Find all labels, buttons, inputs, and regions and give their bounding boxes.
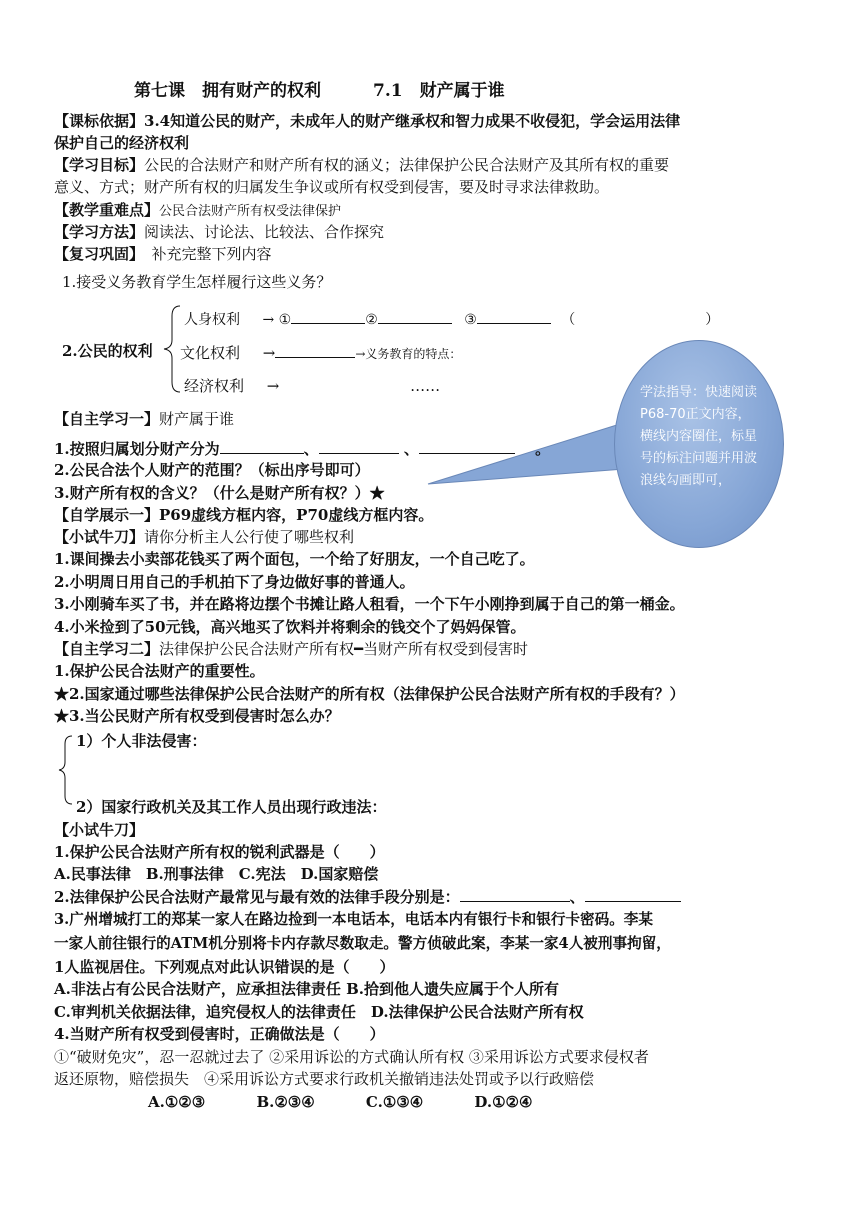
study2-q2: ★2.国家通过哪些法律保护公民合法财产的所有权（法律保护公民合法财产所有权的手段有？） (54, 685, 685, 703)
study-tip-text: 学法指导：快速阅读P68-70正文内容，横线内容圈住，标星号的标注问题并用波浪线勾画即可， (640, 385, 758, 488)
quiz-q4-line2: 返还原物，赔偿损失 ④采用诉讼方式要求行政机关撤销违法处罚或予以行政赔偿 (54, 1070, 595, 1088)
mubiao-line-2: 意义、方式；财产所有权的归属发生争议或所有权受到侵害，要及时寻求法律救助。 (54, 178, 610, 196)
blank-7[interactable] (419, 439, 515, 454)
option-d: D.①②④ (474, 1093, 533, 1111)
study1-heading: 【自主学习一】财产属于谁 (54, 410, 235, 428)
review-q1: 1.接受义务教育学生怎样履行这些义务？ (62, 273, 332, 291)
study2-q1: 1.保护公民合法财产的重要性。 (54, 662, 265, 680)
option-b: B.②③④ (256, 1093, 315, 1111)
fangfa-line: 【学习方法】阅读法、讨论法、比较法、合作探究 (54, 223, 385, 241)
quiz-q3-line1: 3.广州增城打工的郑某一家人在路边捡到一本电话本，电话本内有银行卡和银行卡密码。李某 (54, 911, 653, 928)
study2-heading: 【自主学习二】法律保护公民合法财产所有权━当财产所有权受到侵害时 (54, 640, 529, 658)
blank-2[interactable] (378, 309, 452, 324)
blank-8[interactable] (460, 887, 570, 902)
quiz-q3-options-2: C.审判机关依据法律，追究侵权人的法律责任 D.法律保护公民合法财产所有权 (54, 1003, 584, 1021)
quiz-q3-options-1: A.非法占有公民合法财产，应承担法律责任 B.拾到他人遗失应属于个人所有 (54, 980, 559, 998)
study2-sub2: 2）国家行政机关及其工作人员出现行政违法： (76, 798, 387, 816)
quiz-q1-options: A.民事法律 B.刑事法律 C.宪法 D.国家赔偿 (54, 865, 379, 883)
blank-4[interactable] (275, 343, 355, 358)
page-title (134, 76, 505, 101)
quiz-heading: 【小试牛刀】 (54, 821, 145, 839)
bubble-tail (424, 420, 644, 500)
study1-try: 【小试牛刀】请你分析主人公行使了哪些权利 (54, 528, 355, 546)
option-c: C.①③④ (365, 1093, 424, 1111)
study1-t4: 4.小米捡到了50元钱，高兴地买了饮料并将剩余的钱交个了妈妈保管。 (54, 618, 526, 636)
fuxi-line: 【复习巩固】 补充完整下列内容 (54, 245, 272, 263)
study1-t1: 1.课间操去小卖部花钱买了两个面包，一个给了好朋友，一个自己吃了。 (54, 550, 535, 568)
blank-6[interactable] (319, 439, 399, 454)
quiz-q4-options (148, 1092, 532, 1112)
study1-q1: 1.按照归属划分财产分为 、 、 。 (54, 440, 551, 458)
quiz-q4-line1: ①“破财免灾”，忍一忍就过去了 ②采用诉讼的方式确认所有权 ③采用诉讼方式要求侵权者 (54, 1048, 649, 1066)
rights-row-personal: 人身权利 → ① ② ③ （ ） (184, 309, 719, 329)
study1-show: 【自学展示一】P69虚线方框内容，P70虚线方框内容。 (54, 506, 434, 524)
quiz-q2: 2.法律保护公民合法财产最常见与最有效的法律手段分别是： 、 (54, 887, 681, 907)
blank-9[interactable] (585, 887, 681, 902)
section-title: 7.1 财产属于谁 (373, 81, 505, 101)
kebiao-line-2: 保护自己的经济权利 (54, 134, 190, 152)
quiz-q3-line3: 1人监视居住。下列观点对此认识错误的是（ ） (54, 958, 395, 976)
study1-q2: 2.公民合法个人财产的范围？（标出序号即可） (54, 461, 370, 479)
blank-5[interactable] (220, 439, 304, 454)
quiz-q4: 4.当财产所有权受到侵害时，正确做法是（ ） (54, 1025, 385, 1043)
quiz-q3-line2: 一家人前往银行的ATM机分别将卡内存款尽数取走。警方侦破此案，李某一家4人被刑事拘留， (54, 935, 671, 952)
study2-brace (56, 734, 76, 806)
rights-row-economy: 经济权利 → …… (184, 377, 441, 395)
kebiao-line-1: 【课标依据】3.4知道公民的财产，未成年人的财产继承权和智力成果不收侵犯，学会运用法律 (54, 112, 681, 130)
quiz-q1: 1.保护公民合法财产所有权的锐利武器是（ ） (54, 843, 385, 861)
blank-1[interactable] (291, 309, 365, 324)
lesson-title: 第七课 拥有财产的权利 (134, 81, 321, 101)
study1-q3: 3.财产所有权的含义？（什么是财产所有权？）★ (54, 484, 385, 502)
study2-sub1: 1）个人非法侵害： (76, 732, 207, 750)
mubiao-line-1: 【学习目标】公民的合法财产和财产所有权的涵义；法律保护公民合法财产及其所有权的重要 (54, 156, 670, 174)
study1-t3: 3.小刚骑车买了书，并在路将边摆个书摊让路人租看，一个下午小刚挣到属于自己的第一桶金。 (54, 595, 685, 613)
rights-title: 2.公民的权利 (62, 342, 153, 360)
rights-row-culture: 文化权利 → →义务教育的特点： (180, 344, 462, 362)
study2-q3: ★3.当公民财产所有权受到侵害时怎么办？ (54, 707, 340, 725)
study1-t2: 2.小明周日用自己的手机拍下了身边做好事的普通人。 (54, 573, 415, 591)
blank-3[interactable] (477, 309, 551, 324)
zhongdian-line: 【教学重难点】公民合法财产所有权受法律保护 (54, 201, 342, 219)
option-a: A.①②③ (148, 1093, 206, 1111)
